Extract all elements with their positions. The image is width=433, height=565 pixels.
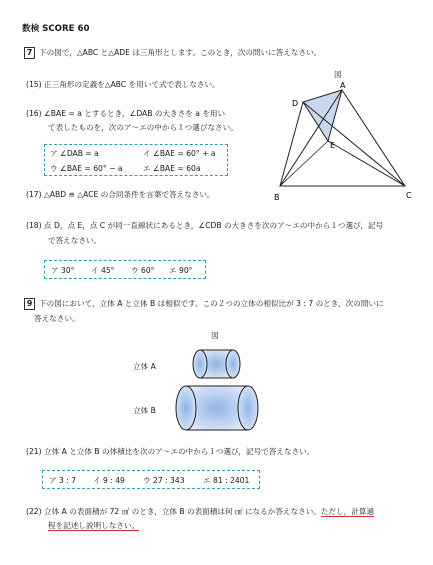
cylinder-b — [176, 386, 258, 430]
q16-option-a: ア ∠DAB = a — [50, 149, 99, 158]
q18-option-a: ア 30° — [51, 266, 75, 275]
q22-line2 — [48, 521, 139, 531]
q18-line2: で答えなさい。 — [48, 236, 102, 245]
q18-line1: (18) 点 D，点 E，点 C が同一直線状にあるとき，∠CDB の大きさを次のア～エの中から１つ選び，記号 — [26, 221, 384, 230]
q16-option-e: エ ∠BAE = 60a — [143, 164, 201, 173]
point-b-label: B — [274, 193, 280, 202]
q7-figure-label: 図 — [334, 70, 342, 79]
cylinder-a — [193, 350, 240, 378]
q7-intro-text: 下の図で，△ABC と△ADE は三角形とします。このとき，次の問いに答えなさい。 — [39, 48, 322, 57]
q21-text: (21) 立体 A と立体 B の体積比を次のア～エの中から１つ選び，記号で答えなさい。 — [26, 447, 315, 456]
q9-intro-line1 — [24, 298, 384, 310]
q7-number: 7 — [24, 47, 35, 59]
segment-db — [280, 102, 303, 186]
q18-option-e: エ 90° — [169, 266, 193, 275]
q7-intro — [24, 47, 321, 59]
page-header: 数検 SCORE 60 — [22, 24, 90, 34]
triangle-abc — [280, 90, 405, 186]
q22-line1 — [26, 507, 374, 517]
q21-option-i: イ 9 : 49 — [93, 476, 125, 485]
segment-dc — [303, 102, 405, 186]
q9-number: 9 — [24, 298, 35, 310]
segment-ec — [328, 141, 405, 186]
q9-intro-line2: 答えなさい。 — [34, 314, 80, 323]
q9-intro-text: 下の図において，立体 A と立体 B は相似です。この２つの立体の相似比が 3 : 7 のとき，次の問いに — [39, 299, 384, 308]
q18-option-u: ウ 60° — [131, 266, 155, 275]
q21-option-a: ア 3 : 7 — [49, 476, 77, 485]
q21-options-box — [42, 470, 260, 489]
triangle-ade-fill — [303, 90, 342, 141]
solid-b-label: 立体 B — [133, 406, 156, 415]
segment-eb — [280, 141, 328, 186]
q15-text: (15) 正三角形の定義を△ABC を用いて式で表しなさい。 — [26, 80, 220, 89]
q21-option-u: ウ 27 : 343 — [143, 476, 185, 485]
point-c-label: C — [406, 191, 412, 200]
q17-text: (17) △ABD ≡ △ACE の合同条件を言葉で答えなさい。 — [26, 190, 215, 199]
point-e-label: E — [330, 141, 336, 150]
q16-line2: て表したものを，次のア～エの中から１つ選びなさい。 — [48, 123, 238, 132]
point-d-label: D — [292, 99, 299, 108]
q22-red-text-2: 程を記述し説明しなさい。 — [48, 521, 140, 530]
q18-options-box — [44, 260, 206, 279]
q22-main-text: (22) 立体 A の表面積が 72 ㎠ のとき，立体 B の表面積は何 ㎠ になるか答えなさい。 — [26, 507, 321, 516]
q16-option-u: ウ ∠BAE = 60° − a — [50, 164, 123, 173]
q16-options-box — [44, 144, 228, 176]
point-a-label: A — [340, 81, 346, 90]
q9-figure-label: 図 — [211, 331, 219, 340]
solid-a-label: 立体 A — [133, 362, 156, 371]
q16-option-i: イ ∠BAE = 60° + a — [143, 149, 216, 158]
q18-option-i: イ 45° — [91, 266, 115, 275]
q22-red-text-1: ただし，計算過 — [320, 507, 375, 516]
q21-option-e: エ 81 : 2401 — [203, 476, 250, 485]
q16-line1: (16) ∠BAE = a とするとき，∠DAB の大きさを a を用い — [26, 109, 226, 118]
cylinders-figure — [170, 344, 265, 434]
triangle-figure — [270, 78, 420, 208]
